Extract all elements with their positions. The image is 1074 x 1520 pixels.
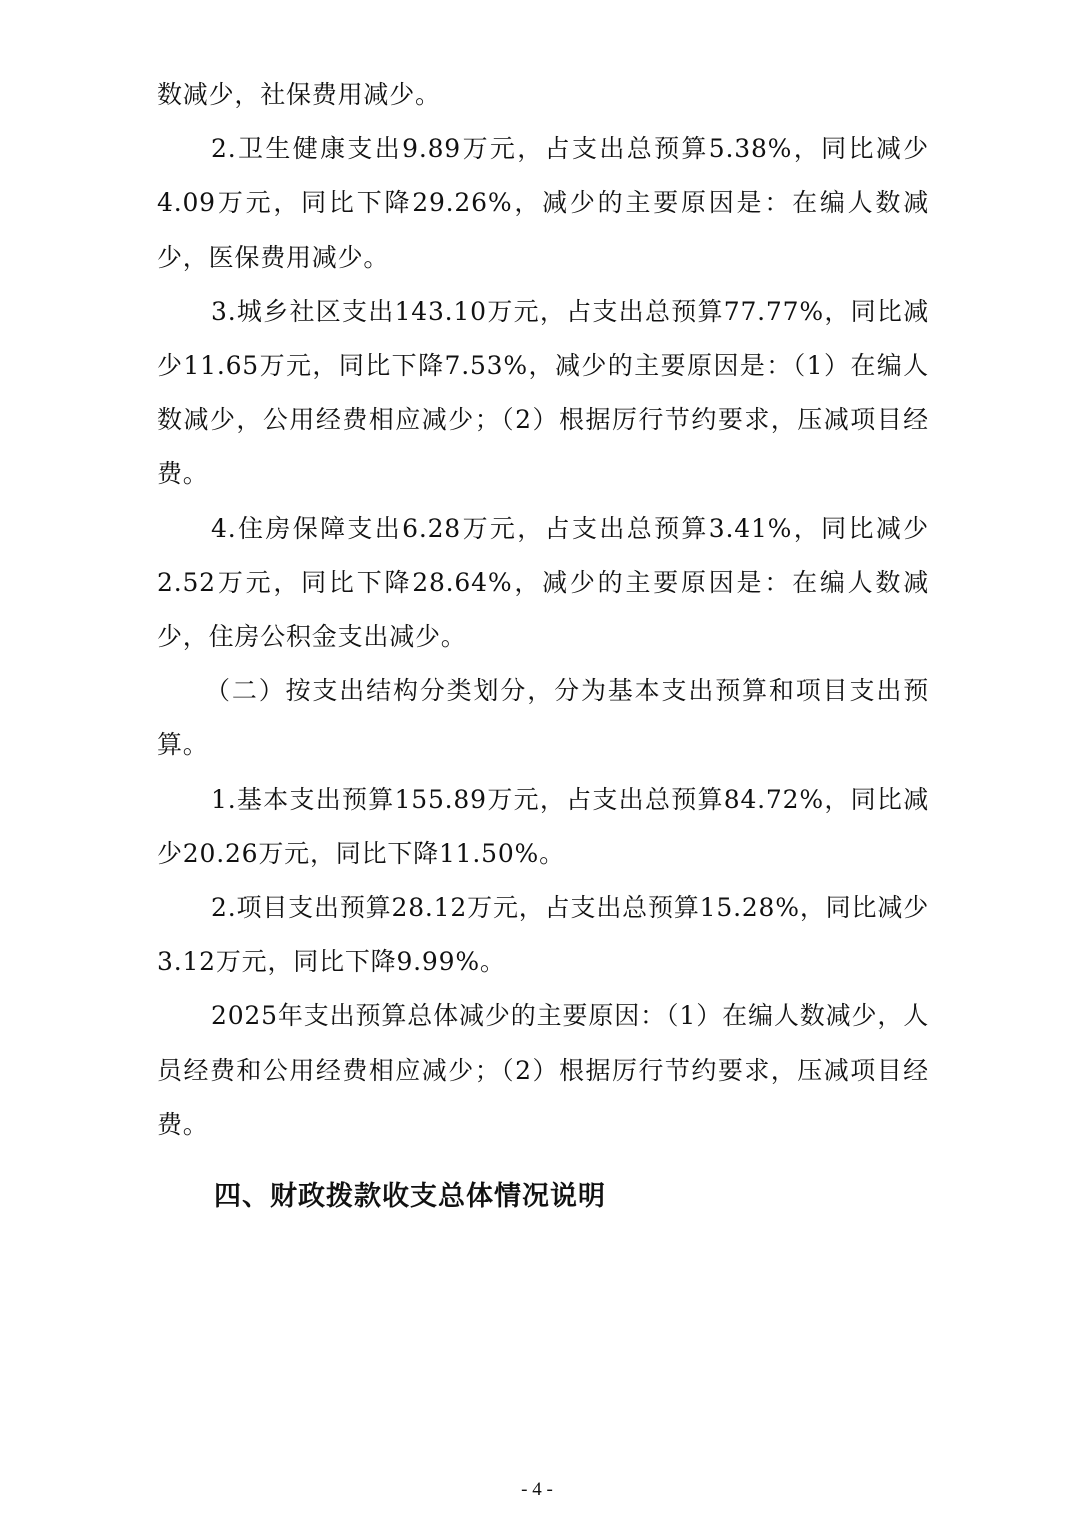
body-text xyxy=(157,68,929,1152)
paragraph-housing-expenditure: 4.住房保障支出6.28万元，占支出总预算3.41%，同比减少2.52万元，同比下降28.64%，减少的主要原因是：在编人数减少，住房公积金支出减少。 xyxy=(157,513,929,652)
paragraph-basic-expenditure: 1.基本支出预算155.89万元，占支出总预算84.72%，同比减少20.26万元，同比下降11.50%。 xyxy=(157,784,929,868)
paragraph-health-expenditure: 2.卫生健康支出9.89万元，占支出总预算5.38%，同比减少4.09万元，同比下降29.26%，减少的主要原因是：在编人数减少，医保费用减少。 xyxy=(157,134,929,272)
paragraph-project-expenditure: 2.项目支出预算28.12万元，占支出总预算15.28%，同比减少3.12万元，同比下降9.99%。 xyxy=(157,893,929,977)
paragraph-overall-reason: 2025年支出预算总体减少的主要原因：（1）在编人数减少，人员经费和公用经费相应减少；（2）根据厉行节约要求，压减项目经费。 xyxy=(157,1001,929,1139)
page-number: - 4 - xyxy=(521,1479,553,1500)
paragraph-structure-classification: （二）按支出结构分类划分，分为基本支出预算和项目支出预算。 xyxy=(157,676,929,760)
section-heading: 四、财政拨款收支总体情况说明 xyxy=(214,1181,606,1212)
paragraph-community-expenditure: 3.城乡社区支出143.10万元，占支出总预算77.77%，同比减少11.65万元，同比下降7.53%，减少的主要原因是：（1）在编人数减少，公用经费相应减少；（2）根据厉行节约要求，压减项目经费。 xyxy=(157,296,929,489)
paragraph-continuation: 数减少，社保费用减少。 xyxy=(157,80,441,109)
